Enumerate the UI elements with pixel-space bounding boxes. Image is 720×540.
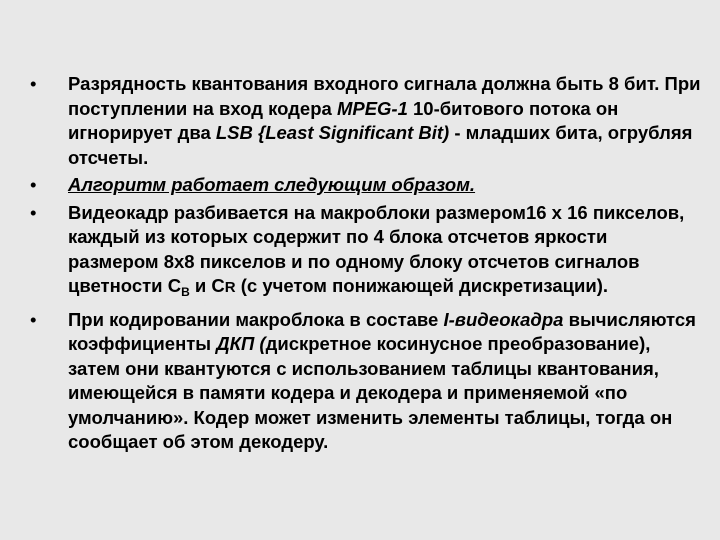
bullet-icon: • (30, 73, 37, 94)
bullet-text: 10-битового потока он игнорирует два (68, 97, 619, 143)
italic-term-mpeg: MPEG-1 (336, 97, 408, 119)
bullet-icon: • (30, 174, 37, 195)
bullet-text: и С (189, 275, 225, 296)
bullet-item-coding (30, 308, 702, 455)
algorithm-heading: Алгоритм работает следующим образом. (68, 174, 476, 195)
bullet-text: вычисляются коэффициенты (68, 308, 696, 354)
small-r: R (224, 279, 236, 296)
bullet-text: Разрядность квантования входного сигнала должна быть 8 бит. При поступлении на вход кодера (68, 73, 701, 119)
bullet-item-quantization (30, 72, 702, 170)
subscript-b: B (181, 285, 190, 299)
bullet-text: - младших бита, огрубляя отсчеты. (68, 122, 693, 168)
bullet-icon: • (30, 308, 37, 330)
bullet-text: (с учетом понижающей дискретизации). (235, 275, 609, 296)
italic-term-i-frame: I-видеокадра (443, 308, 564, 330)
bullet-icon: • (30, 201, 37, 223)
bullet-item-algorithm (30, 173, 702, 198)
bullet-item-macroblocks (30, 201, 702, 305)
italic-term-lsb: LSB {Least Significant Bit) (215, 122, 450, 143)
bullet-list (30, 72, 702, 458)
bullet-text: Видеокадр разбивается на макроблоки размером16 х 16 пикселов, каждый из которых содержит по 4 блока отсчетов яркости размером 8х8 пикселов и по одному блоку отсчетов сигналов цветности С (68, 201, 685, 296)
bullet-text: При кодировании макроблока в составе (68, 308, 444, 330)
bullet-text: дискретное косинусное преобразование), затем они квантуются с использованием таблицы квантования, имеющейся в памяти кодера и декодера и применяемой «по умолчанию». Кодер может изменить элементы таблицы, тогда он сообщает об этом декодеру. (68, 333, 673, 452)
italic-term-dct: ДКП ( (216, 333, 266, 354)
